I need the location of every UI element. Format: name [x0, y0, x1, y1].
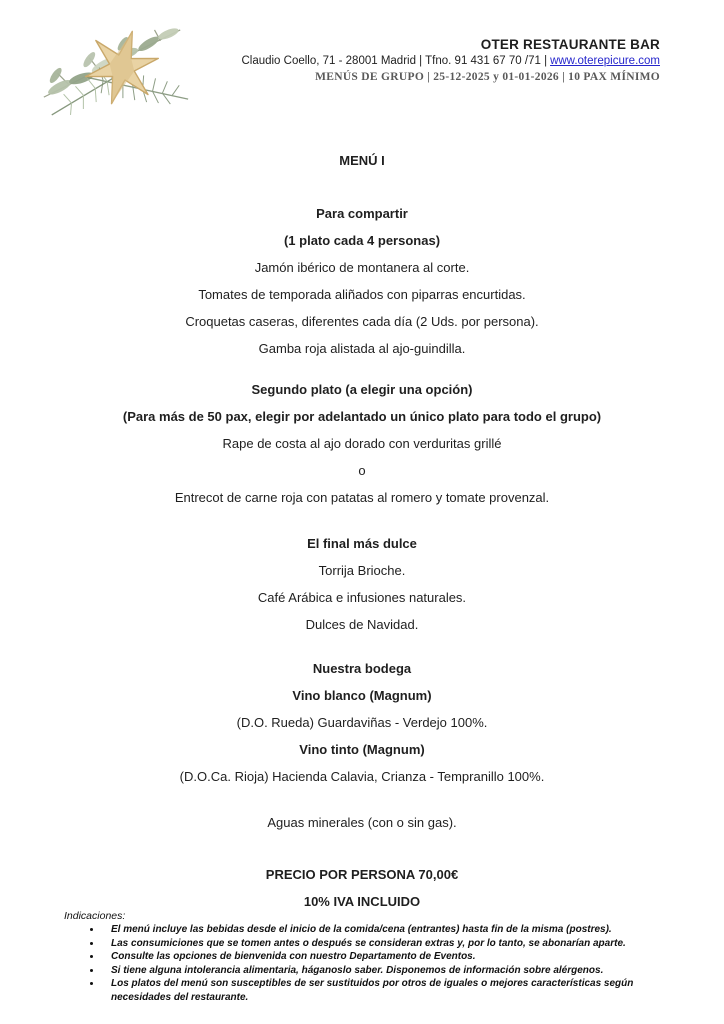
restaurant-name: OTER RESTAURANTE BAR: [480, 37, 660, 52]
address-text: Claudio Coello, 71 - 28001 Madrid | Tfno. 91 431 67 70 /71 |: [241, 55, 548, 67]
water-line: Aguas minerales (con o sin gas).: [267, 815, 457, 830]
red-wine-item: (D.O.Ca. Rioja) Hacienda Calavia, Crianza - Tempranillo 100%.: [179, 769, 545, 784]
second-course-option-2: Entrecot de carne roja con patatas al romero y tomate provenzal.: [174, 490, 550, 505]
white-wine-item: (D.O. Rueda) Guardaviñas - Verdejo 100%.: [236, 715, 488, 730]
wine-section-heading: Nuestra bodega: [312, 661, 412, 676]
second-course-option-1: Rape de costa al ajo dorado con verduritas grillé: [222, 436, 502, 451]
website-link[interactable]: www.oterepicure.com: [550, 55, 660, 67]
footnote-item: • Los platos del menú son susceptibles de ser sustituidos por otros de iguales o mejores características según necesidades del restaurante.: [102, 977, 664, 1004]
footnote-item: • El menú incluye las bebidas desde el inicio de la comida/cena (entrantes) hasta fin de la misma (postres).: [102, 923, 664, 937]
header-text-block: [241, 36, 660, 85]
second-course-option-separator: o: [358, 463, 366, 478]
price-per-person-line: PRECIO POR PERSONA 70,00€: [265, 867, 459, 882]
white-wine-heading: Vino blanco (Magnum): [292, 688, 432, 703]
vat-included-line: 10% IVA INCLUIDO: [303, 894, 421, 909]
second-course-note: (Para más de 50 pax, elegir por adelantado un único plato para todo el grupo): [122, 409, 602, 424]
share-section-heading: Para compartir: [316, 206, 408, 221]
dessert-item: Dulces de Navidad.: [305, 617, 419, 632]
red-wine-heading: Vino tinto (Magnum): [299, 742, 425, 757]
second-course-heading: Segundo plato (a elegir una opción): [251, 382, 473, 397]
dessert-item: Torrija Brioche.: [318, 563, 406, 578]
menu-title: MENÚ I: [339, 153, 385, 168]
christmas-star-branch-logo: [30, 16, 198, 120]
footnotes-list: [64, 923, 664, 1004]
share-item: Jamón ibérico de montanera al corte.: [254, 260, 470, 275]
dessert-section-heading: El final más dulce: [307, 536, 417, 551]
footnote-item: • Las consumiciones que se tomen antes o después se consideran extras y, por lo tanto, se abonarían aparte.: [102, 937, 664, 951]
share-item: Gamba roja alistada al ajo-guindilla.: [258, 341, 466, 356]
share-section-subheading: (1 plato cada 4 personas): [283, 233, 441, 248]
share-item: Tomates de temporada aliñados con piparras encurtidas.: [198, 287, 526, 302]
header: [0, 0, 724, 128]
address-line: [241, 53, 660, 69]
share-item: Croquetas caseras, diferentes cada día (2 Uds. por persona).: [185, 314, 539, 329]
footnote-item: • Si tiene alguna intolerancia alimentaria, háganoslo saber. Disponemos de información sobre alérgenos.: [102, 964, 664, 978]
footnotes-heading: Indicaciones:: [64, 910, 126, 922]
dessert-item: Café Arábica e infusiones naturales.: [257, 590, 467, 605]
menu-body: [0, 147, 724, 915]
group-menu-info-line: MENÚS DE GRUPO | 25-12-2025 y 01-01-2026 | 10 PAX MÍNIMO: [315, 71, 660, 83]
footnote-item: • Consulte las opciones de bienvenida con nuestro Departamento de Eventos.: [102, 950, 664, 964]
footnotes: [64, 909, 664, 1004]
